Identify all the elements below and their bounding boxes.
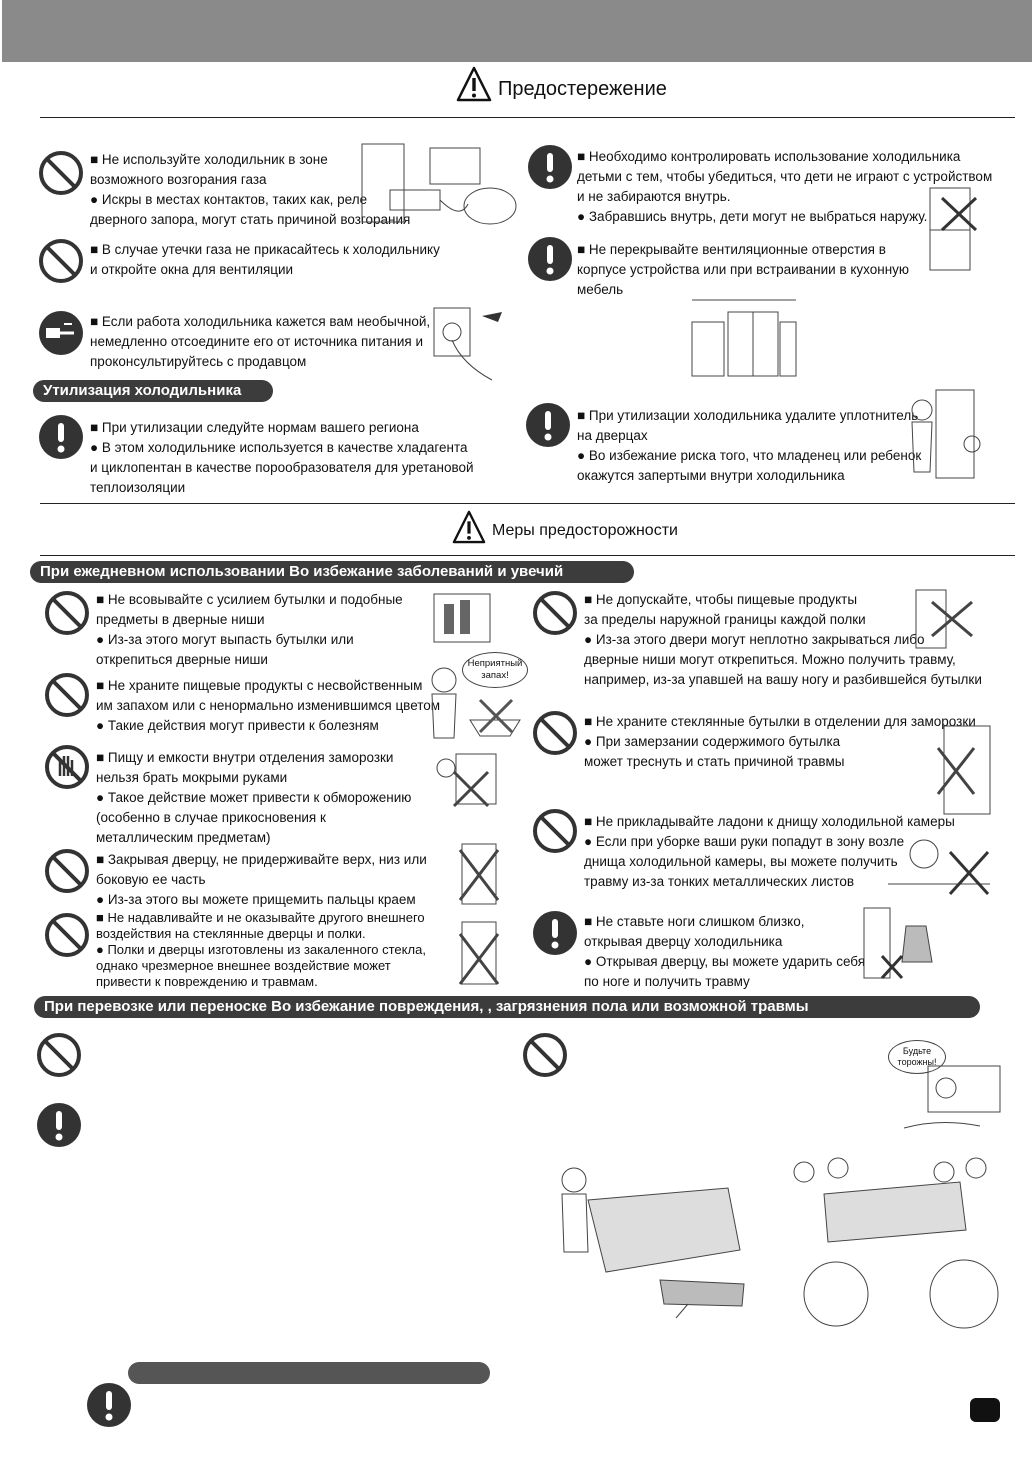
mandatory-icon — [38, 414, 84, 460]
falling-bottle-illustration — [912, 586, 1002, 652]
prohibition-icon — [44, 912, 90, 958]
caution-item-glass: ■ Не надавливайте и не оказывайте другого внешнего воздействия на стеклянные дверцы и полки. ● Полки и дверцы изготовлены из закаленного стекла, однако чрезмерное внешнее воздействие может привести к повреждению и травмам. — [96, 910, 426, 989]
freezer-hands-illustration — [432, 748, 500, 810]
mandatory-icon — [36, 1102, 82, 1148]
odor-speech-bubble: Неприятный запах! — [462, 652, 528, 688]
transport-label: При перевозке или переноске Во избежание повреждения, , загрязнения пола или возможной травмы — [34, 996, 980, 1018]
page-number-box — [970, 1398, 1000, 1422]
caution-item-bottles: ■ Не всовывайте с усилием бутылки и подобные предметы в дверные ниши ● Из-за этого могут выпасть бутылки или открепиться дверные ниши — [96, 592, 403, 667]
door-pinch-illustration — [456, 840, 502, 906]
warning-triangle-icon — [452, 510, 486, 544]
warning-title: Предостережение — [456, 66, 667, 102]
floor-damage-illustration — [900, 1062, 1004, 1134]
caution-item-glass-bottles: ■ Не храните стеклянные бутылки в отделении для заморозки ● При замерзании содержимого бутылка может треснуть и стать причиной травмы — [584, 714, 976, 769]
door-foot-illustration — [862, 906, 942, 982]
prohibition-icon — [532, 710, 578, 756]
mandatory-icon — [86, 1382, 132, 1428]
single-person-carrying-illustration — [548, 1160, 758, 1320]
child-climbing-illustration — [928, 186, 982, 272]
caution-item-wet-hands: ■ Пищу и емкости внутри отделения заморозки нельзя брать мокрыми руками ● Такое действие может привести к обморожению (особенно в случае прикосновения к металлическим предметам) — [96, 750, 412, 845]
divider — [40, 503, 1015, 504]
caution-item-shelf-edge: ■ Не допускайте, чтобы пищевые продукты за пределы наружной границы каждой полки ● Из-за этого двери могут неплотно закрываться либо дверные ниши могут открепиться. Можно получить травму, например, из-за упавшей на вашу ногу и разбившейся бутылки — [584, 592, 982, 687]
prohibition-icon — [38, 238, 84, 284]
divider — [40, 555, 1015, 556]
caution-item-feet: ■ Не ставьте ноги слишком близко, открывая дверцу холодильника ● Открывая дверцу, вы можете ударить себя по ноге и получить травму — [584, 914, 866, 989]
prohibition-icon — [36, 1032, 82, 1078]
unplug-illustration — [432, 304, 512, 384]
prohibition-icon — [522, 1032, 568, 1078]
mandatory-icon — [525, 402, 571, 448]
caution-item-bottom-edge: ■ Не прикладывайте ладони к днищу холодильной камеры ● Если при уборке ваши руки попадут в зону возле днища холодильной камеры, вы можете получить травму из-за тонких металлических листов — [584, 814, 955, 889]
caution-item-spoiled-food: ■ Не храните пищевые продукты с несвойственным им запахом или с ненормально изменившимся цветом ● Такие действия могут привести к болезням — [96, 678, 441, 733]
no-wet-hands-icon — [44, 744, 90, 790]
warning-item-1: ■ Не используйте холодильник в зоне возможного возгорания газа ● Искры в местах контактов, таких как, реле дверного запора, могут стать причиной возгорания — [90, 152, 411, 227]
warning-triangle-icon — [456, 66, 492, 102]
glass-shelf-illustration — [456, 918, 502, 988]
prohibition-icon — [38, 150, 84, 196]
warning-item-2: ■ В случае утечки газа не прикасайтесь к холодильнику и откройте окна для вентиляции — [90, 242, 440, 277]
careful-speech-bubble: Будьте торожны! — [888, 1040, 946, 1074]
bottles-door-illustration — [430, 584, 496, 650]
prohibition-icon — [532, 590, 578, 636]
bottom-bar — [128, 1362, 490, 1384]
built-in-kitchen-illustration — [688, 292, 800, 382]
gas-ignition-illustration — [360, 140, 520, 230]
daily-use-label: При ежедневном использовании Во избежание заболеваний и увечий — [30, 561, 634, 583]
bad-smell-illustration — [420, 660, 530, 740]
prohibition-icon — [44, 672, 90, 718]
unplug-icon — [38, 310, 84, 356]
mandatory-icon — [527, 236, 573, 282]
mandatory-icon — [532, 910, 578, 956]
disposal-label: Утилизация холодильника — [33, 380, 273, 402]
gasket-removal-illustration — [906, 388, 990, 482]
header-bar — [2, 0, 1032, 62]
hand-under-fridge-illustration — [884, 832, 994, 898]
freezer-bottle-illustration — [934, 722, 998, 818]
prohibition-icon — [44, 590, 90, 636]
warning-item-ventilation: ■ Не перекрывайте вентиляционные отверстия в корпусе устройства или при встраивании в кухонную мебель — [577, 242, 910, 297]
warning-item-gasket: ■ При утилизации холодильника удалите уплотнитель на дверцах ● Во избежание риска того, что младенец или ребенок окажутся запертыми внутри холодильника — [577, 408, 922, 483]
caution-title: Меры предосторожности — [452, 510, 678, 544]
caution-item-pinch: ■ Закрывая дверцу, не придерживайте верх, низ или боковую ее часть ● Из-за этого вы можете прищемить пальцы краем — [96, 852, 427, 907]
divider — [40, 117, 1015, 118]
team-carrying-illustration — [784, 1154, 1014, 1334]
warning-item-3: ■ Если работа холодильника кажется вам необычной, немедленно отсоедините его от источника питания и проконсультируйтесь с продавцом — [90, 314, 431, 369]
disposal-item: ■ При утилизации следуйте нормам вашего региона ● В этом холодильнике используется в качестве хладагента и циклопентан в качестве порообразователя для уретановой теплоизоляции — [90, 420, 474, 495]
prohibition-icon — [532, 808, 578, 854]
warning-item-children: ■ Необходимо контролировать использование холодильника детьми с тем, чтобы убедиться, что дети не играют с устройством и не забираются внутрь. ● Забравшись внутрь, дети могут не выбраться наружу. — [577, 149, 993, 224]
prohibition-icon — [44, 848, 90, 894]
mandatory-icon — [527, 144, 573, 190]
